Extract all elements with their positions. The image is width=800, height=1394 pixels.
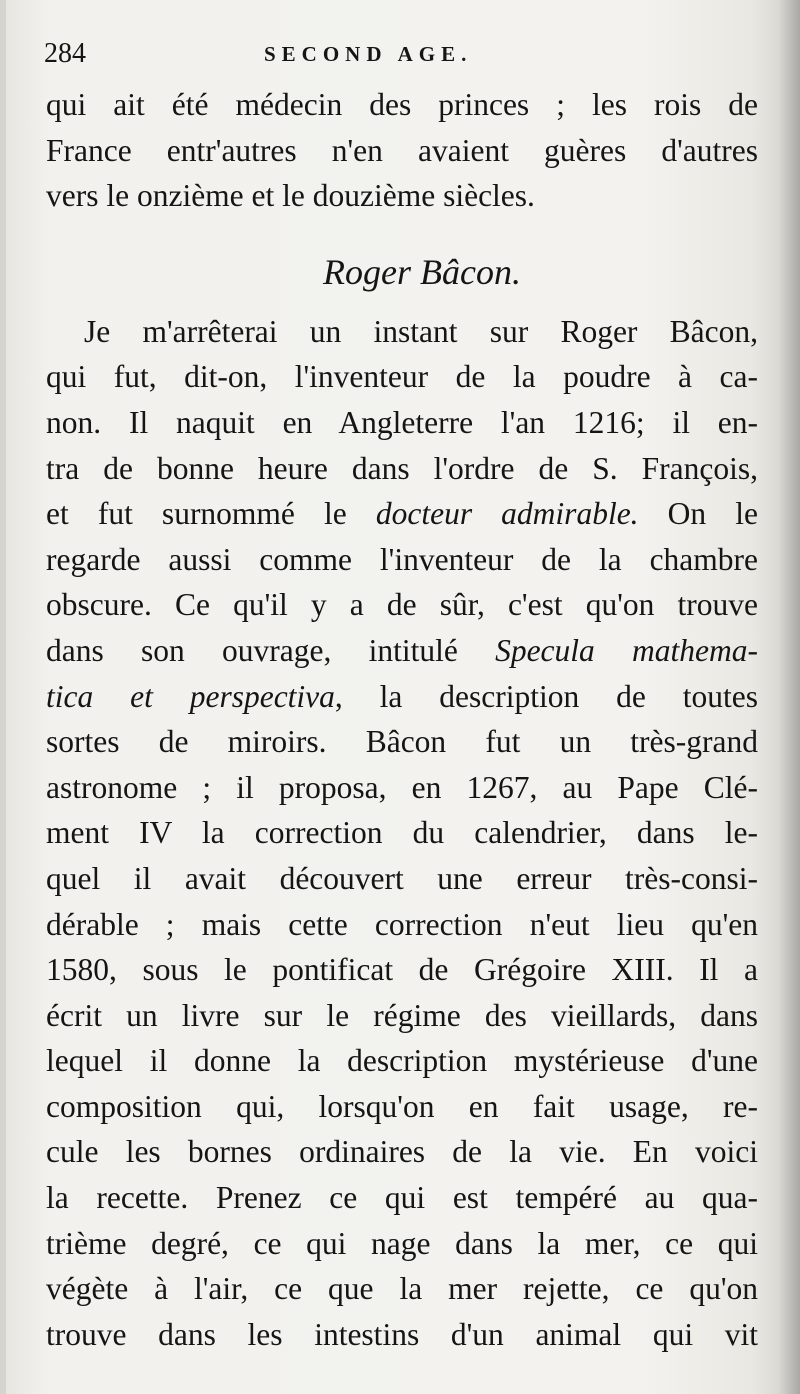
text-line: écrit un livre sur le régime des vieillards, dans — [46, 997, 758, 1033]
text-line: cule les bornes ordinaires de la vie. En voici — [46, 1134, 758, 1170]
italic-phrase: docteur admirable. — [375, 496, 639, 532]
text-line: France entr'autres n'en avaient guères d'autres — [46, 132, 758, 168]
text-line: regarde aussi comme l'inventeur de la chambre — [46, 541, 758, 577]
italic-phrase: tica et perspectiva — [46, 678, 335, 714]
text-line: lequel il donne la description mystérieuse d'une — [46, 1043, 758, 1079]
text-line: sortes de miroirs. Bâcon fut un très-grand — [46, 724, 758, 760]
text-line: tica et perspectiva, la description de toutes — [46, 678, 758, 714]
text-line: trouve dans les intestins d'un animal qui vit — [46, 1316, 758, 1352]
body-text — [46, 82, 758, 1357]
text-line: tra de bonne heure dans l'ordre de S. François, — [46, 450, 758, 486]
text-line: astronome ; il proposa, en 1267, au Pape Clé- — [46, 769, 758, 805]
text-line: Je m'arrêterai un instant sur Roger Bâcon, — [84, 313, 758, 349]
text-line: obscure. Ce qu'il y a de sûr, c'est qu'on trouve — [46, 587, 758, 623]
text-line: composition qui, lorsqu'on en fait usage, re- — [46, 1088, 758, 1124]
page-header — [44, 38, 744, 78]
text-line: ment IV la correction du calendrier, dans le- — [46, 815, 758, 851]
text-line: 1580, sous le pontificat de Grégoire XIII. Il a — [46, 952, 758, 988]
text-line: qui ait été médecin des princes ; les rois de — [46, 87, 758, 122]
spine-shadow — [778, 0, 800, 1394]
page-number: 284 — [44, 38, 86, 69]
text-line: dans son ouvrage, intitulé Specula mathema- — [46, 632, 758, 668]
text-line: végète à l'air, ce que la mer rejette, ce qu'on — [46, 1271, 758, 1307]
running-head: SECOND AGE. — [264, 42, 473, 66]
text-line: quel il avait découvert une erreur très-consi- — [46, 860, 758, 896]
text-line: dérable ; mais cette correction n'eut lieu qu'en — [46, 906, 758, 942]
text-line: non. Il naquit en Angleterre l'an 1216; il en- — [46, 404, 758, 440]
text-line: la recette. Prenez ce qui est tempéré au qua- — [46, 1180, 758, 1216]
text-line: trième degré, ce qui nage dans la mer, ce qui — [46, 1225, 758, 1261]
text-line: vers le onzième et le douzième siècles. — [46, 178, 535, 214]
text-line: qui fut, dit-on, l'inventeur de la poudre à ca- — [46, 359, 758, 395]
section-heading: Roger Bâcon. — [323, 251, 521, 292]
text-line: et fut surnommé le docteur admirable. On le — [46, 496, 758, 532]
italic-phrase: Specula mathema- — [495, 632, 758, 668]
page-left-edge — [0, 0, 6, 1394]
